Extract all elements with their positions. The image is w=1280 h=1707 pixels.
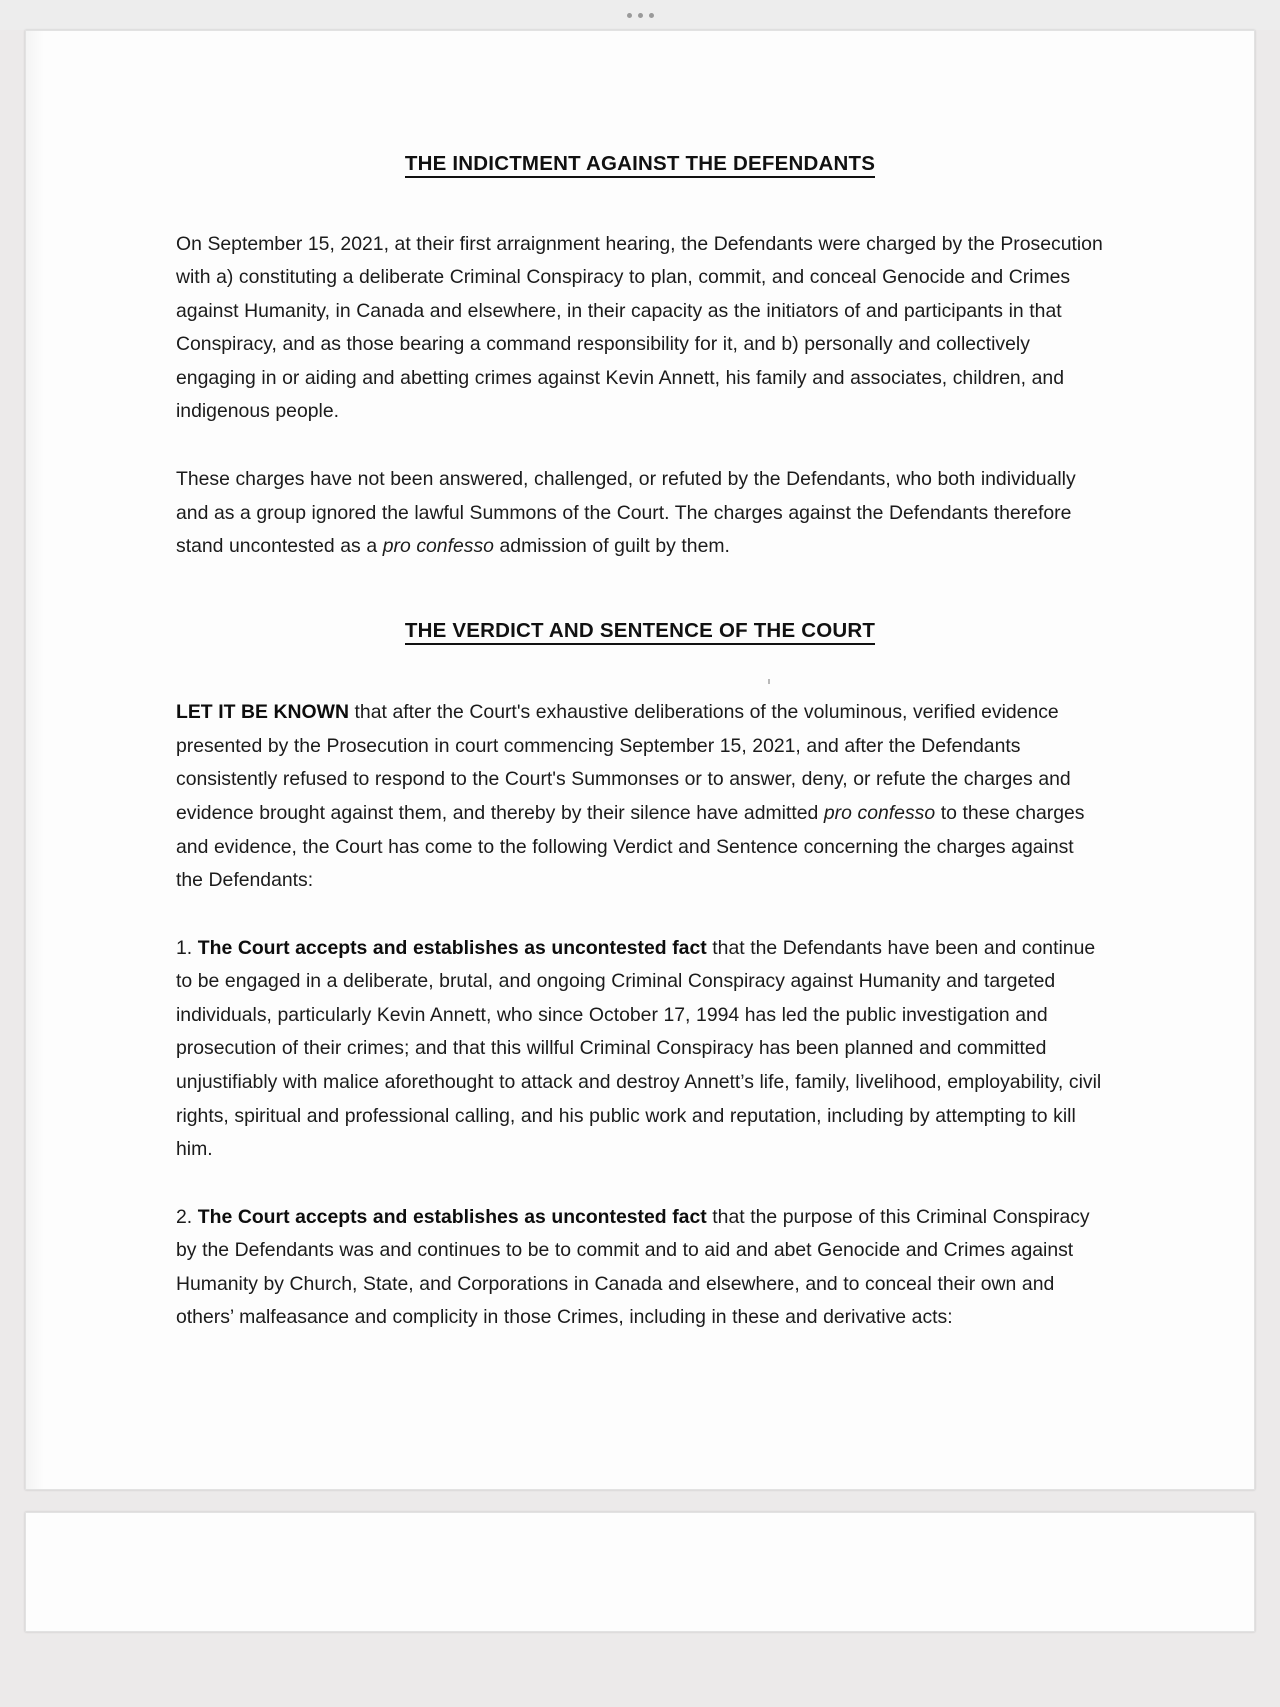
- viewer-topbar: [0, 0, 1280, 30]
- scan-artifact-speck: [768, 679, 770, 684]
- drag-dot: [638, 13, 643, 18]
- paragraph-indictment-unanswered: These charges have not been answered, challenged, or refuted by the Defendants, who both individually and as a group ignored the lawful Summons of the Court. The charges against the Defendants therefore stand uncontested as a pro confesso admission of guilt by them.: [176, 468, 1076, 558]
- paragraph-let-it-be-known: LET IT BE KNOWN that after the Court's exhaustive deliberations of the voluminous, verified evidence presented by the Prosecution in court commencing September 15, 2021, and after the Defendants consistently refused to respond to the Court's Summonses or to answer, deny, or refute the charges and evidence brought against them, and thereby by their silence have admitted pro confesso to these charges and evidence, the Court has come to the following Verdict and Sentence concerning the charges against the Defendants:: [176, 701, 1085, 892]
- section-heading-verdict: [176, 618, 1104, 645]
- page-gap: [0, 1490, 1280, 1512]
- section-heading-verdict-text: THE VERDICT AND SENTENCE OF THE COURT: [405, 619, 875, 645]
- paragraph-verdict-item-2: 2. The Court accepts and establishes as uncontested fact that the purpose of this Criminal Conspiracy by the Defendants was and continues to be to commit and to aid and abet Genocide and Crimes against Humanity by Church, State, and Corporations in Canada and elsewhere, and to conceal their own and others’ malfeasance and complicity in those Crimes, including in these and derivative acts:: [176, 1205, 1090, 1329]
- document-page: [25, 30, 1255, 1490]
- section-heading-indictment: [176, 151, 1104, 178]
- drag-handle-dots-icon[interactable]: [627, 13, 654, 18]
- section-heading-indictment-text: THE INDICTMENT AGAINST THE DEFENDANTS: [405, 152, 875, 178]
- next-page-shell: [0, 1512, 1280, 1632]
- drag-dot: [649, 13, 654, 18]
- paragraph-indictment-charges: On September 15, 2021, at their first arraignment hearing, the Defendants were charged by the Prosecution with a) constituting a deliberate Criminal Conspiracy to plan, commit, and conceal Genocide and Crimes against Humanity, in Canada and elsewhere, in their capacity as the initiators of and participants in that Conspiracy, and as those bearing a command responsibility for it, and b) personally and collectively engaging in or aiding and abetting crimes against Kevin Annett, his family and associates, children, and indigenous people.: [176, 232, 1103, 423]
- document-page-next: [25, 1512, 1255, 1632]
- drag-dot: [627, 13, 632, 18]
- page-shell: [0, 30, 1280, 1490]
- paragraph-verdict-item-1: 1. The Court accepts and establishes as uncontested fact that the Defendants have been and continue to be engaged in a deliberate, brutal, and ongoing Criminal Conspiracy against Humanity and targeted individuals, particularly Kevin Annett, who since October 17, 1994 has led the public investigation and prosecution of their crimes; and that this willful Criminal Conspiracy has been planned and committed unjustifiably with malice aforethought to attack and destroy Annett’s life, family, livelihood, employability, civil rights, spiritual and professional calling, and his public work and reputation, including by attempting to kill him.: [176, 936, 1102, 1161]
